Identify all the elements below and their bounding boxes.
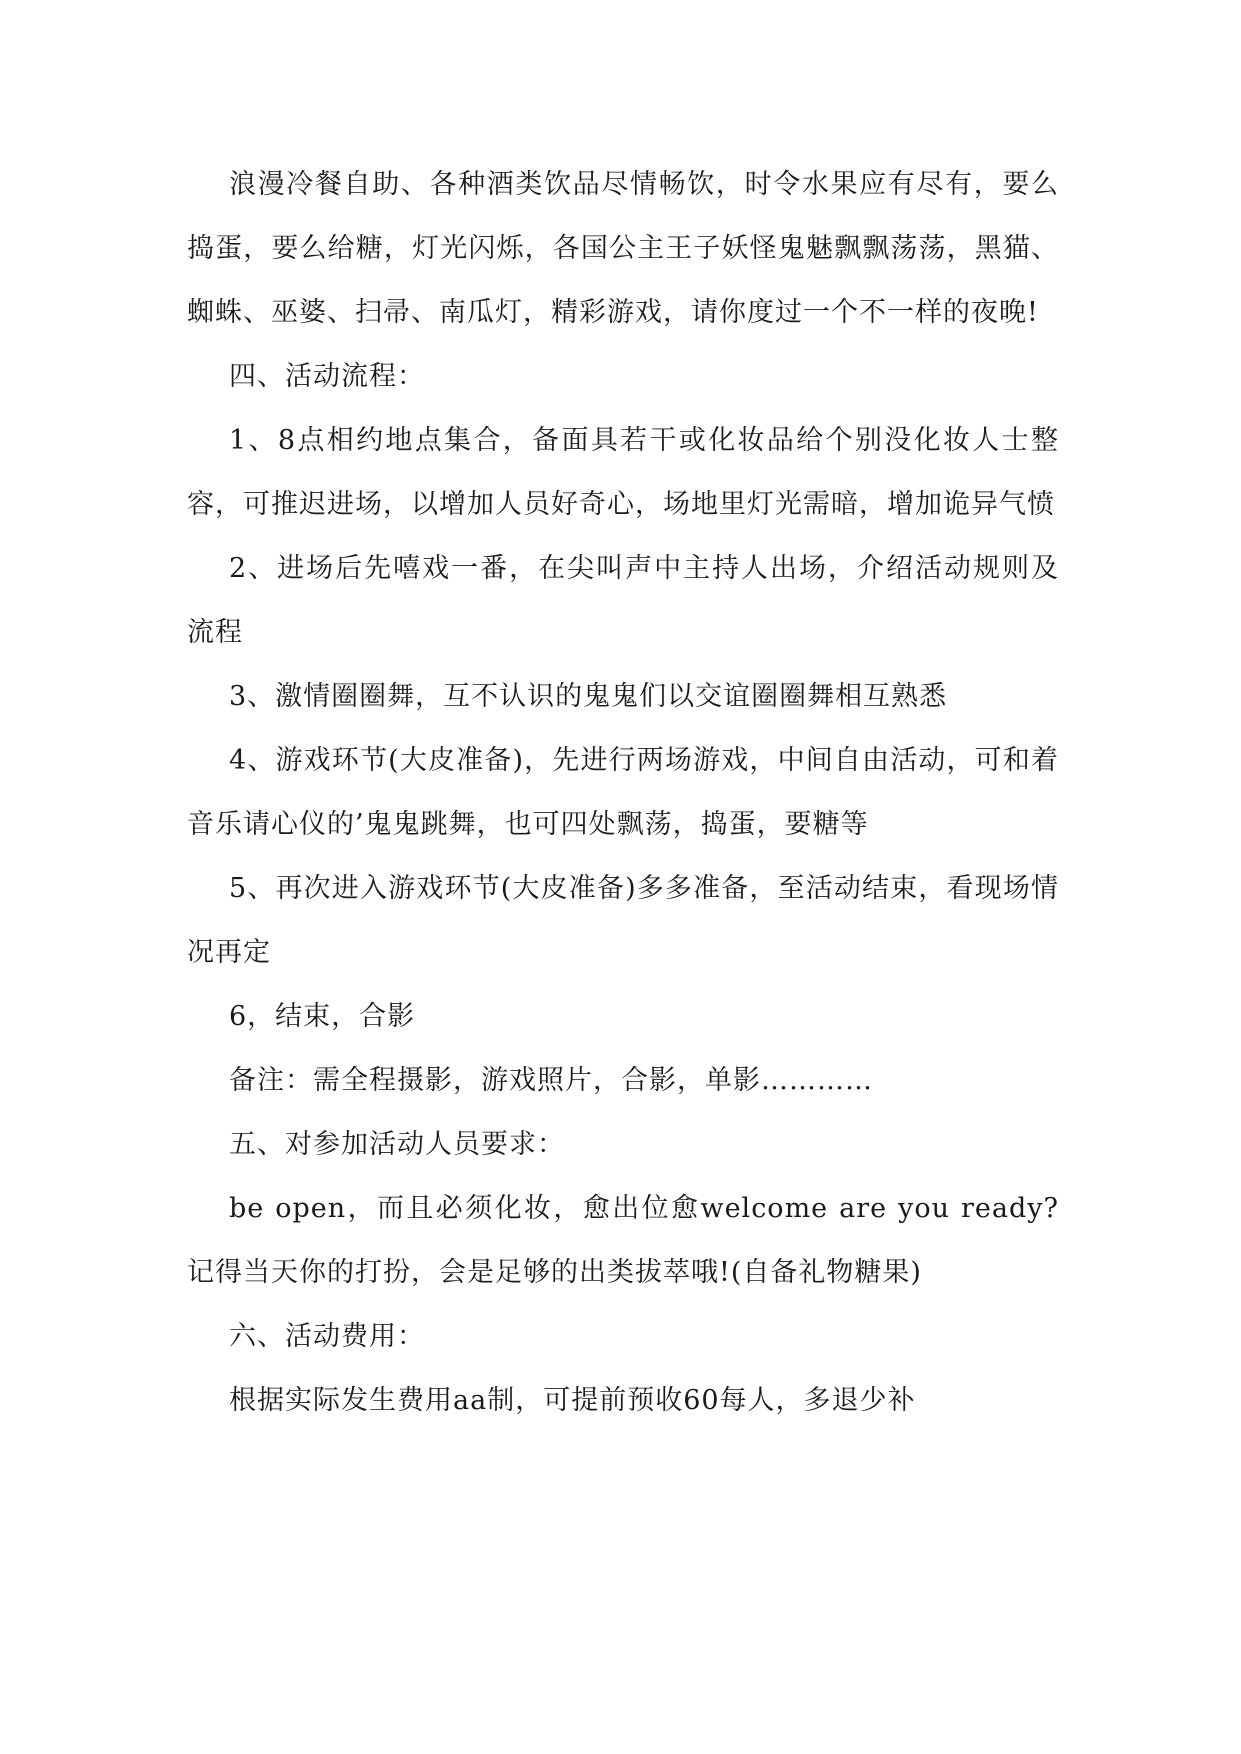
section-heading-requirements: 五、对参加活动人员要求： (229, 1129, 565, 1160)
flow-step-1: 1、8点相约地点集合，备面具若干或化妆品给个别没化妆人士整容，可推迟进场，以增加人员好奇心，场地里灯光需暗，增加诡异气愤 (187, 425, 1059, 520)
note-paragraph: 备注：需全程摄影，游戏照片，合影，单影………… (229, 1065, 873, 1096)
section-heading-fees: 六、活动费用： (229, 1321, 425, 1352)
requirements-paragraph: be open，而且必须化妆，愈出位愈welcome are you ready? 记得当天你的打扮，会是足够的出类拔萃哦!(自备礼物糖果) (187, 1193, 1059, 1288)
flow-step-3: 3、激情圈圈舞，互不认识的鬼鬼们以交谊圈圈舞相互熟悉 (229, 681, 948, 712)
document-body (187, 153, 1059, 1433)
flow-step-6: 6，结束，合影 (229, 1001, 416, 1032)
flow-step-4: 4、游戏环节(大皮准备)，先进行两场游戏，中间自由活动，可和着音乐请心仪的’鬼鬼跳舞，也可四处飘荡，捣蛋，要糖等 (187, 745, 1059, 840)
paragraph-intro: 浪漫冷餐自助、各种酒类饮品尽情畅饮，时令水果应有尽有，要么捣蛋，要么给糖，灯光闪烁，各国公主王子妖怪鬼魅飘飘荡荡，黑猫、蜘蛛、巫婆、扫帚、南瓜灯，精彩游戏，请你度过一个不一样的夜晚! (187, 169, 1059, 328)
fees-paragraph: 根据实际发生费用aa制，可提前预收60每人，多退少补 (229, 1385, 916, 1416)
flow-step-2: 2、进场后先嘻戏一番，在尖叫声中主持人出场，介绍活动规则及流程 (187, 553, 1059, 648)
flow-step-5: 5、再次进入游戏环节(大皮准备)多多准备，至活动结束，看现场情况再定 (187, 873, 1059, 968)
section-heading-activity-flow: 四、活动流程： (229, 361, 425, 392)
